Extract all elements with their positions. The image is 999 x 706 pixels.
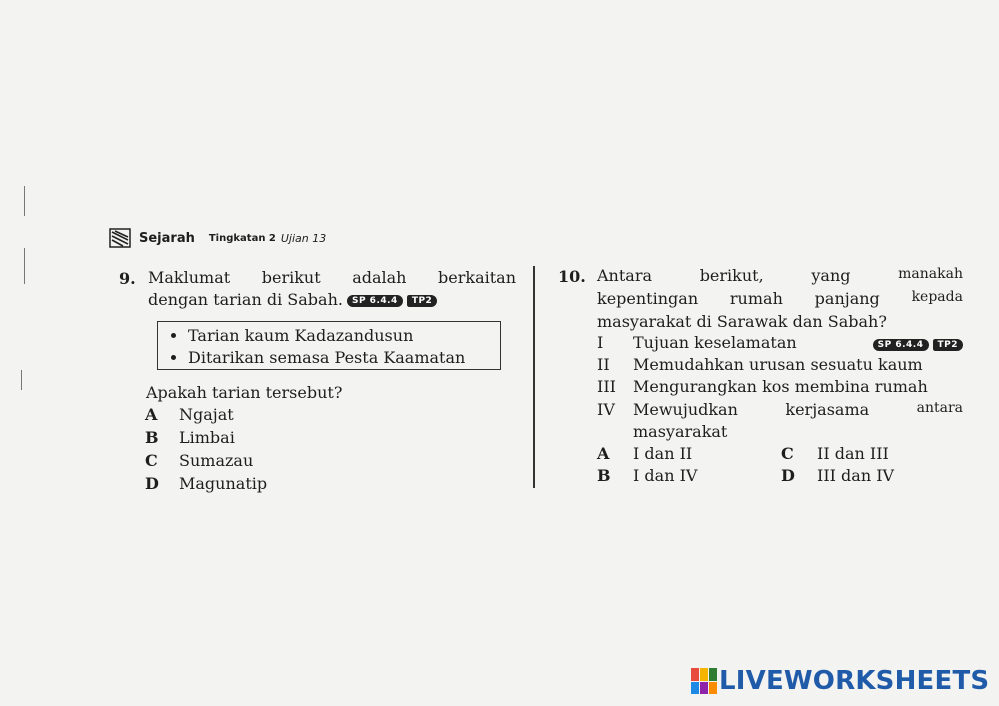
statement: III Mengurangkan kos membina rumah [597, 377, 928, 396]
answer-option[interactable]: D Magunatip [145, 474, 268, 493]
brand-cell [691, 682, 699, 695]
brand-cell [700, 668, 708, 681]
question-line: Maklumat berikut adalah berkaitan [148, 268, 516, 287]
brand-grid-icon [691, 668, 717, 694]
answer-option[interactable]: A I dan II [597, 444, 693, 463]
sp-tag: SP 6.4.4 [347, 295, 403, 307]
answer-option[interactable]: C II dan III [781, 444, 889, 463]
answer-option[interactable]: A Ngajat [145, 405, 234, 424]
brand-cell [709, 668, 717, 681]
tp-tag: TP2 [933, 339, 964, 351]
question-prompt: Apakah tarian tersebut? [146, 383, 343, 402]
statement: IV Mewujudkan kerjasama antara [597, 400, 963, 419]
info-item: • Tarian kaum Kadazandusun [188, 325, 500, 347]
liveworksheets-logo [691, 666, 989, 696]
question-line: kepentingan rumah panjang kepada [597, 289, 963, 308]
statement: II Memudahkan urusan sesuatu kaum [597, 355, 923, 374]
answer-option[interactable]: C Sumazau [145, 451, 254, 470]
statement: I Tujuan keselamatan SP 6.4.4 TP2 [597, 333, 967, 352]
answer-option[interactable]: B I dan IV [597, 466, 698, 485]
scan-mark [21, 370, 22, 390]
info-box [157, 321, 501, 370]
info-item: • Ditarikan semasa Pesta Kaamatan [188, 347, 500, 369]
exam-label: Ujian 13 [280, 231, 327, 245]
question-line: dengan tarian di Sabah. SP 6.4.4 TP2 [148, 290, 437, 309]
brand-cell [691, 668, 699, 681]
question-number: 10. [558, 267, 586, 286]
answer-option[interactable]: B Limbai [145, 428, 235, 447]
sp-tag: SP 6.4.4 [873, 339, 929, 351]
brand-text: LIVEWORKSHEETS [719, 666, 990, 696]
scan-mark [24, 248, 25, 284]
answer-option[interactable]: D III dan IV [781, 466, 895, 485]
scan-mark [24, 186, 25, 216]
page-header [109, 228, 326, 248]
column-divider [533, 266, 535, 488]
question-line: masyarakat di Sarawak dan Sabah? [597, 312, 887, 331]
subject-label: Sejarah [139, 230, 195, 246]
tp-tag: TP2 [407, 295, 438, 307]
level-label: Tingkatan 2 [208, 232, 276, 244]
brand-cell [709, 682, 717, 695]
brand-cell [700, 682, 708, 695]
book-logo-icon [109, 228, 131, 248]
statement-continuation: masyarakat [633, 422, 728, 441]
question-number: 9. [119, 269, 136, 288]
question-line: Antara berikut, yang manakah [597, 266, 963, 285]
